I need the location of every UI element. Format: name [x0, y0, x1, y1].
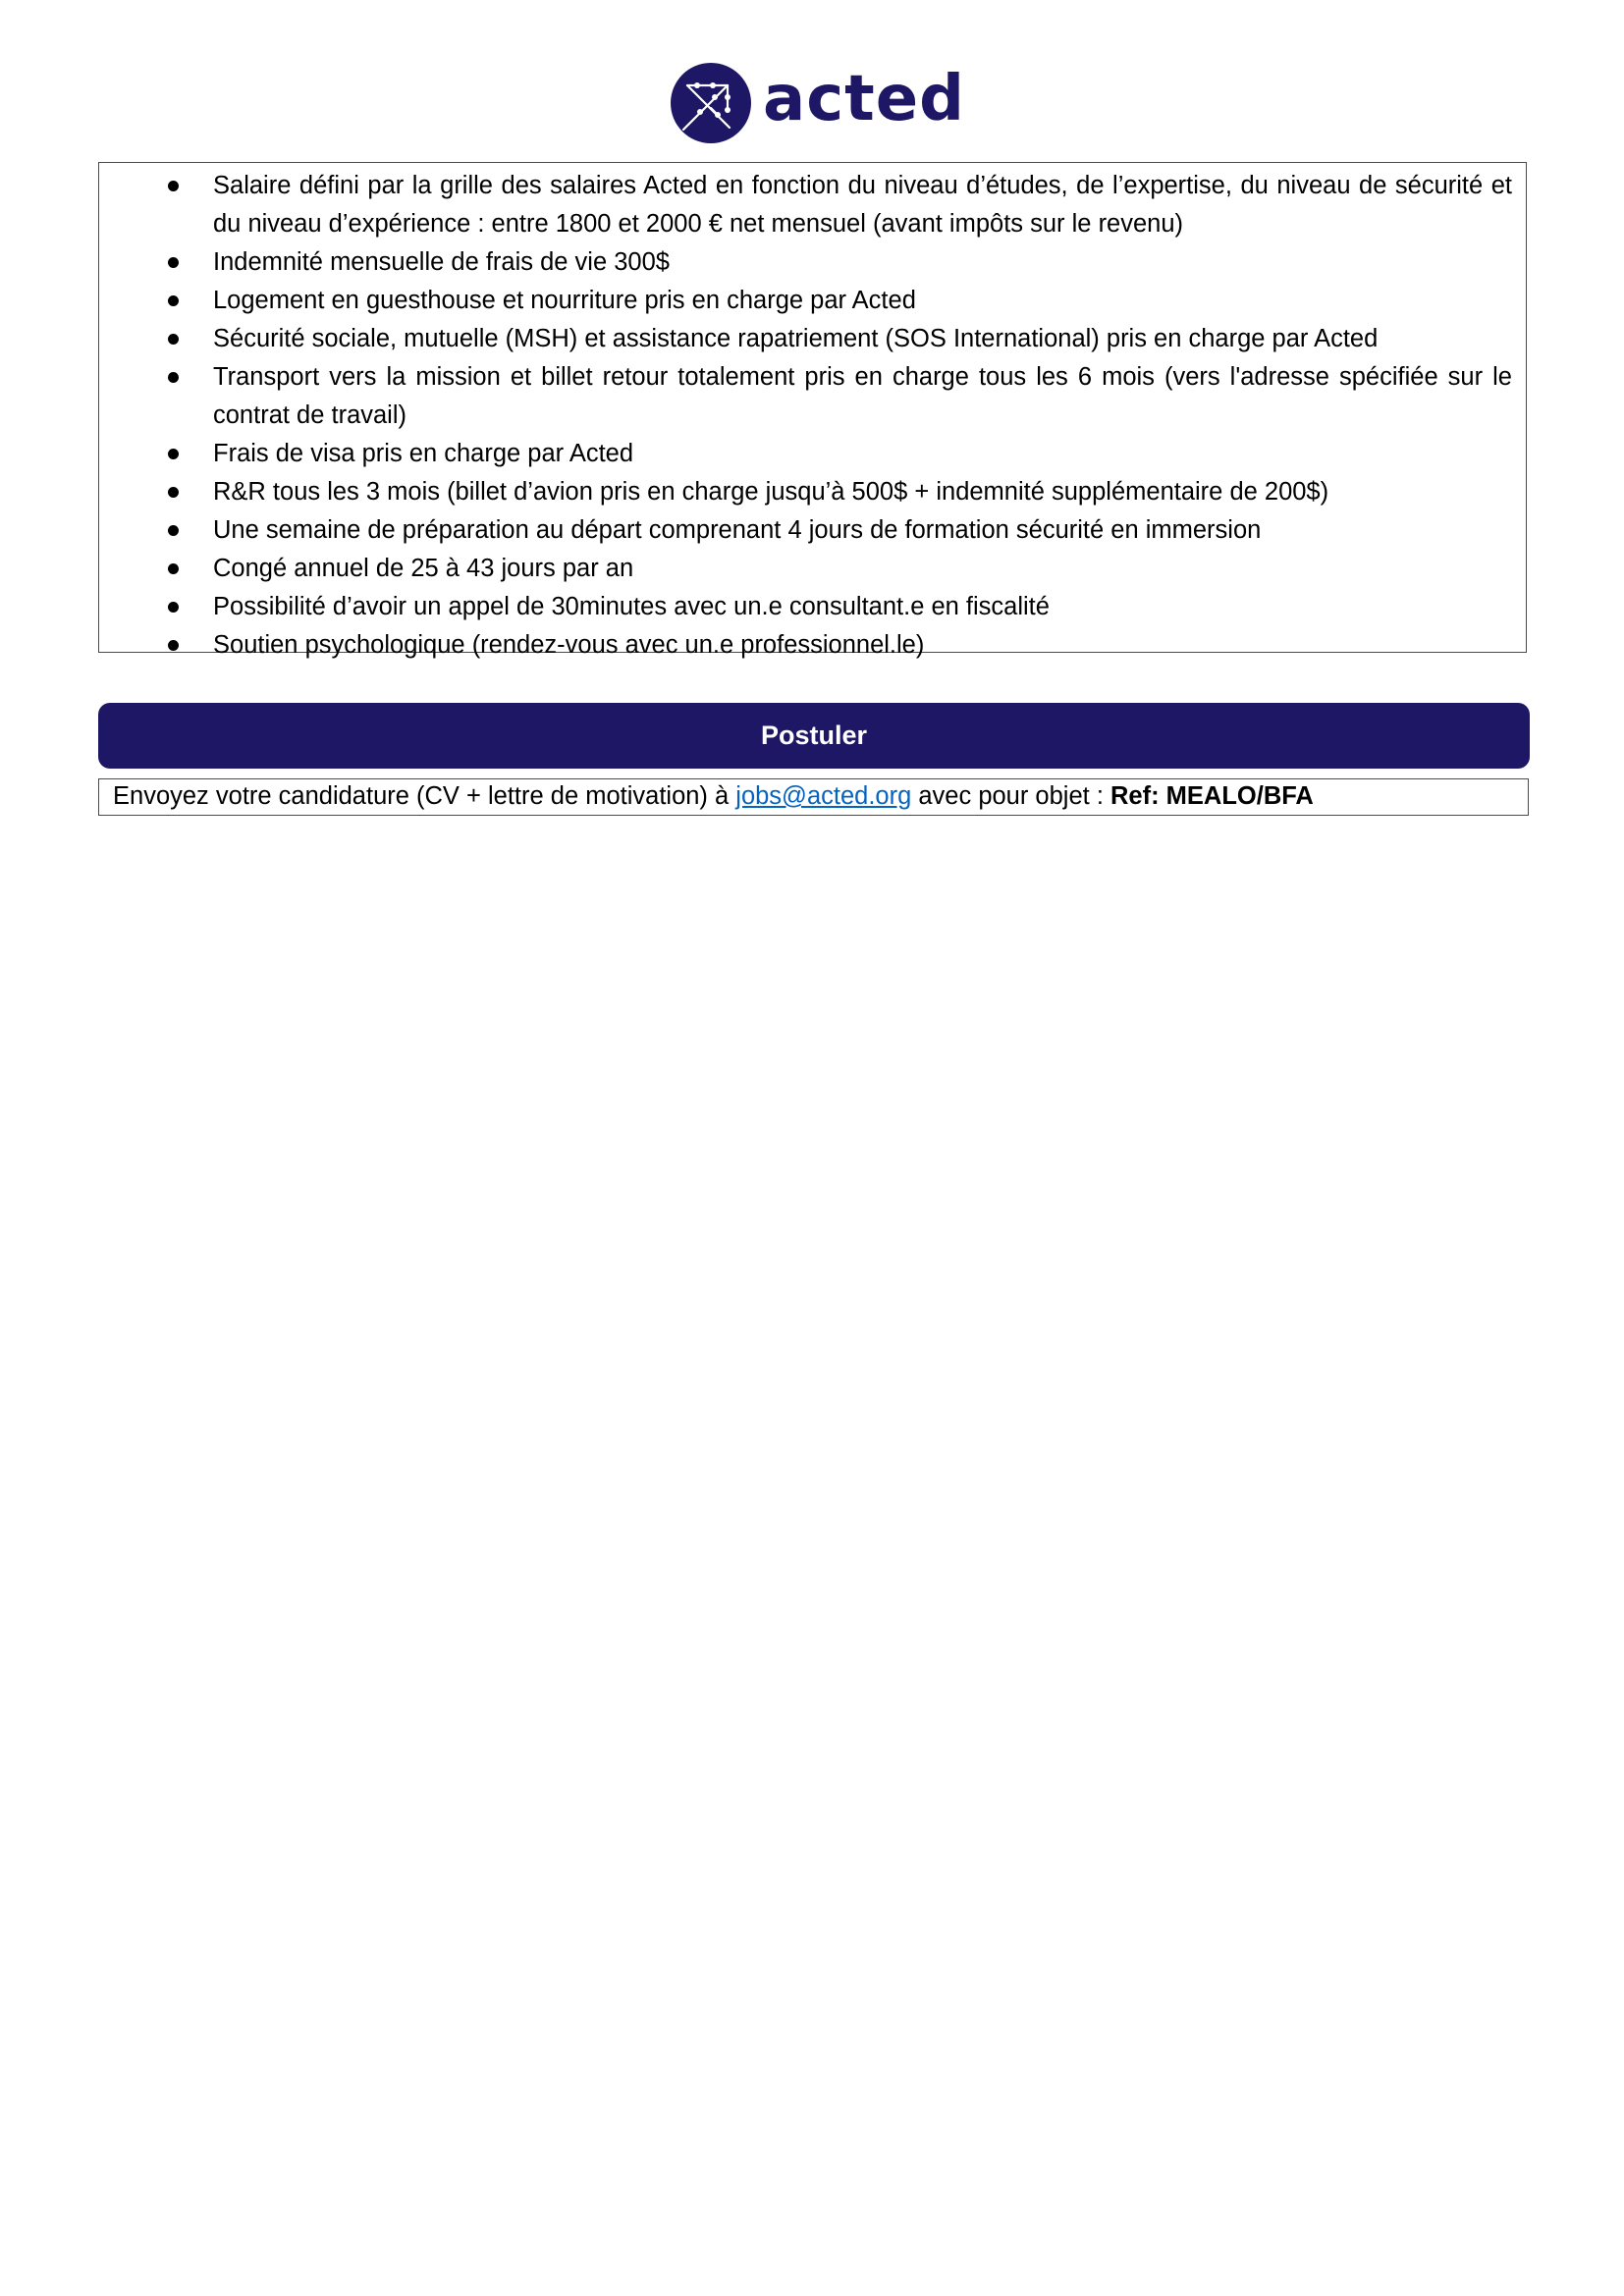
benefits-list: [99, 163, 1526, 665]
benefit-item: [99, 626, 1512, 665]
email-link[interactable]: jobs@acted.org: [735, 782, 912, 810]
benefit-text: Possibilité d’avoir un appel de 30minutes avec un.e consultant.e en fiscalité: [213, 593, 1050, 620]
benefit-text: Indemnité mensuelle de frais de vie 300$: [213, 248, 670, 276]
bullet-icon: [168, 602, 179, 613]
benefit-text: Sécurité sociale, mutuelle (MSH) et assistance rapatriement (SOS International) pris en charge par Acted: [213, 325, 1379, 352]
apply-instructions: [98, 778, 1529, 816]
benefits-box: [98, 162, 1527, 659]
benefit-item: [99, 282, 1512, 320]
bullet-icon: [168, 295, 179, 306]
benefit-item: [99, 511, 1512, 550]
apply-text-after: avec pour objet :: [911, 782, 1110, 810]
apply-title: Postuler: [760, 721, 868, 750]
benefit-text: Transport vers la mission et billet retour totalement pris en charge tous les 6 mois (vers l'adresse spécifiée sur le contrat de travail): [213, 363, 1512, 429]
benefit-text: R&R tous les 3 mois (billet d’avion pris en charge jusqu’à 500$ + indemnité supplémentaire de 200$): [213, 478, 1329, 506]
benefit-text: Une semaine de préparation au départ comprenant 4 jours de formation sécurité en immersion: [213, 516, 1262, 544]
bullet-icon: [168, 487, 179, 498]
benefit-text: Logement en guesthouse et nourriture pris en charge par Acted: [213, 287, 916, 314]
bullet-icon: [168, 334, 179, 345]
benefit-item: [99, 435, 1512, 473]
acted-logo-mark-icon: [671, 63, 751, 143]
benefit-item: [99, 243, 1512, 282]
apply-text-before: Envoyez votre candidature (CV + lettre de motivation) à: [113, 782, 736, 810]
bullet-icon: [168, 449, 179, 459]
apply-section-header: [98, 703, 1530, 769]
benefit-item: [99, 588, 1512, 626]
benefit-item: [99, 167, 1512, 243]
bullet-icon: [168, 525, 179, 536]
benefit-text: Soutien psychologique (rendez-vous avec un.e professionnel.le): [213, 631, 925, 659]
bullet-icon: [168, 640, 179, 651]
bullet-icon: [168, 372, 179, 383]
benefit-text: Congé annuel de 25 à 43 jours par an: [213, 555, 634, 582]
benefit-item: [99, 358, 1512, 435]
reference-code: Ref: MEALO/BFA: [1110, 782, 1314, 810]
bullet-icon: [168, 181, 179, 191]
bullet-icon: [168, 257, 179, 268]
benefit-text: Salaire défini par la grille des salaires Acted en fonction du niveau d’études, de l’expertise, du niveau de sécurité et du niveau d’expérience : entre 1800 et 2000 € net mensuel (avant impôts sur le revenu): [213, 172, 1512, 238]
benefit-item: [99, 550, 1512, 588]
benefit-item: [99, 473, 1512, 511]
benefit-item: [99, 320, 1512, 358]
acted-logo: [671, 63, 965, 143]
bullet-icon: [168, 563, 179, 574]
logo-wordmark: acted: [763, 63, 965, 135]
benefit-text: Frais de visa pris en charge par Acted: [213, 440, 634, 467]
